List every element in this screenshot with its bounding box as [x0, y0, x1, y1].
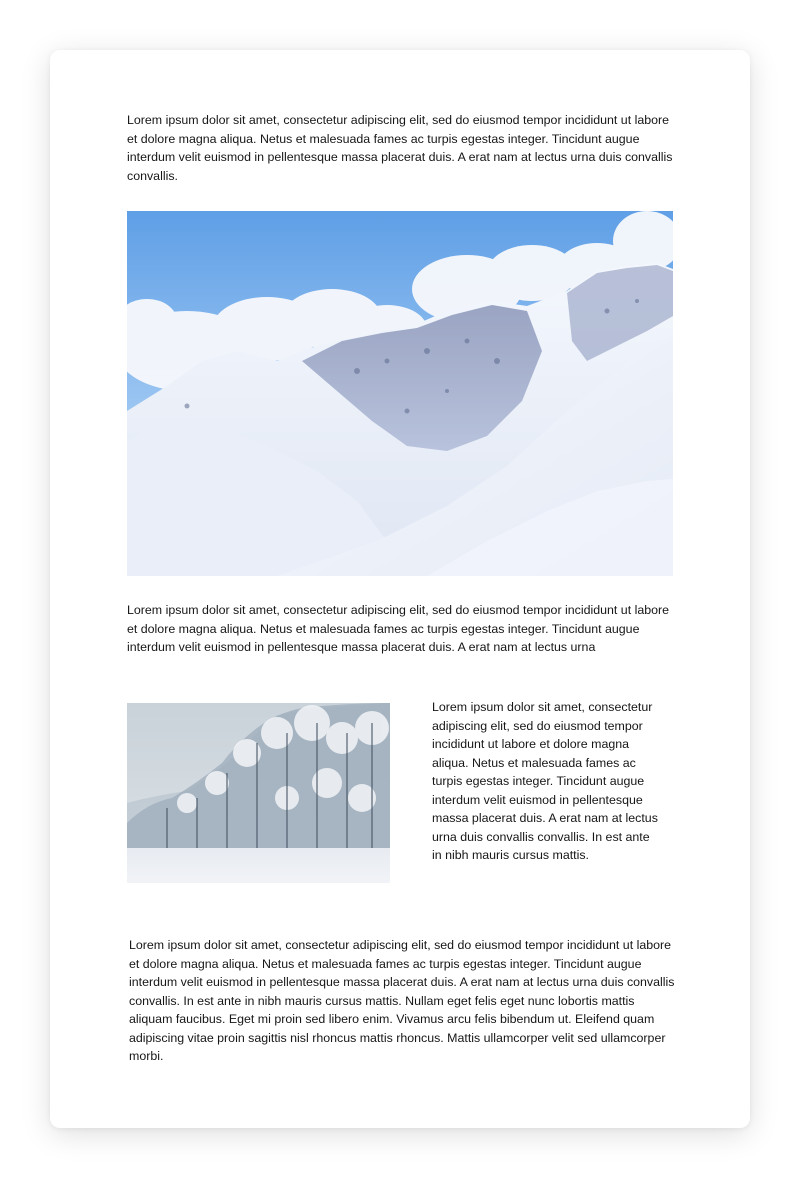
mountain-image	[127, 211, 673, 576]
paragraph-intro: Lorem ipsum dolor sit amet, consectetur adipiscing elit, sed do eiusmod tempor incididunt ut labore et dolore magna aliqua. Netus et malesuada fames ac turpis egestas integer. Tincidunt augue interdum velit euismod in pellentesque massa placerat duis. A erat nam at lectus urna duis convallis convallis.	[127, 113, 673, 183]
paragraph-middle: Lorem ipsum dolor sit amet, consectetur adipiscing elit, sed do eiusmod tempor incididunt ut labore et dolore magna aliqua. Netus et malesuada fames ac turpis egestas integer. Tincidunt augue interdum velit euismod in pellentesque massa placerat duis. A erat nam at lectus urna	[127, 603, 670, 654]
paragraph-beside-photo: Lorem ipsum dolor sit amet, consectetur adipiscing elit, sed do eiusmod tempor incididunt ut labore et dolore magna aliqua. Netus et malesuada fames ac turpis egestas integer. Tincidunt augue interdum velit euismod in pellentesque massa placerat duis. A erat nam at lectus urna duis convallis convallis. In est ante in nibh mauris cursus mattis.	[432, 700, 658, 862]
snowy-mountain-photo	[127, 211, 673, 576]
paragraph-closing: Lorem ipsum dolor sit amet, consectetur adipiscing elit, sed do eiusmod tempor incididunt ut labore et dolore magna aliqua. Netus et malesuada fames ac turpis egestas integer. Tincidunt augue interdum velit euismod in pellentesque massa placerat duis. A erat nam at lectus urna duis convallis convallis. In est ante in nibh mauris cursus mattis. Nullam eget felis eget nunc lobortis mattis aliquam faucibus. Eget mi proin sed libero enim. Vivamus arcu felis bibendum ut. Eleifend quam adipiscing vitae proin sagittis nisl rhoncus mattis rhoncus. Mattis ullamcorper velit sed ullamcorper morbi.	[129, 938, 675, 1063]
document-page	[50, 50, 750, 1128]
snowy-forest-photo	[127, 703, 390, 883]
forest-image	[127, 703, 390, 883]
